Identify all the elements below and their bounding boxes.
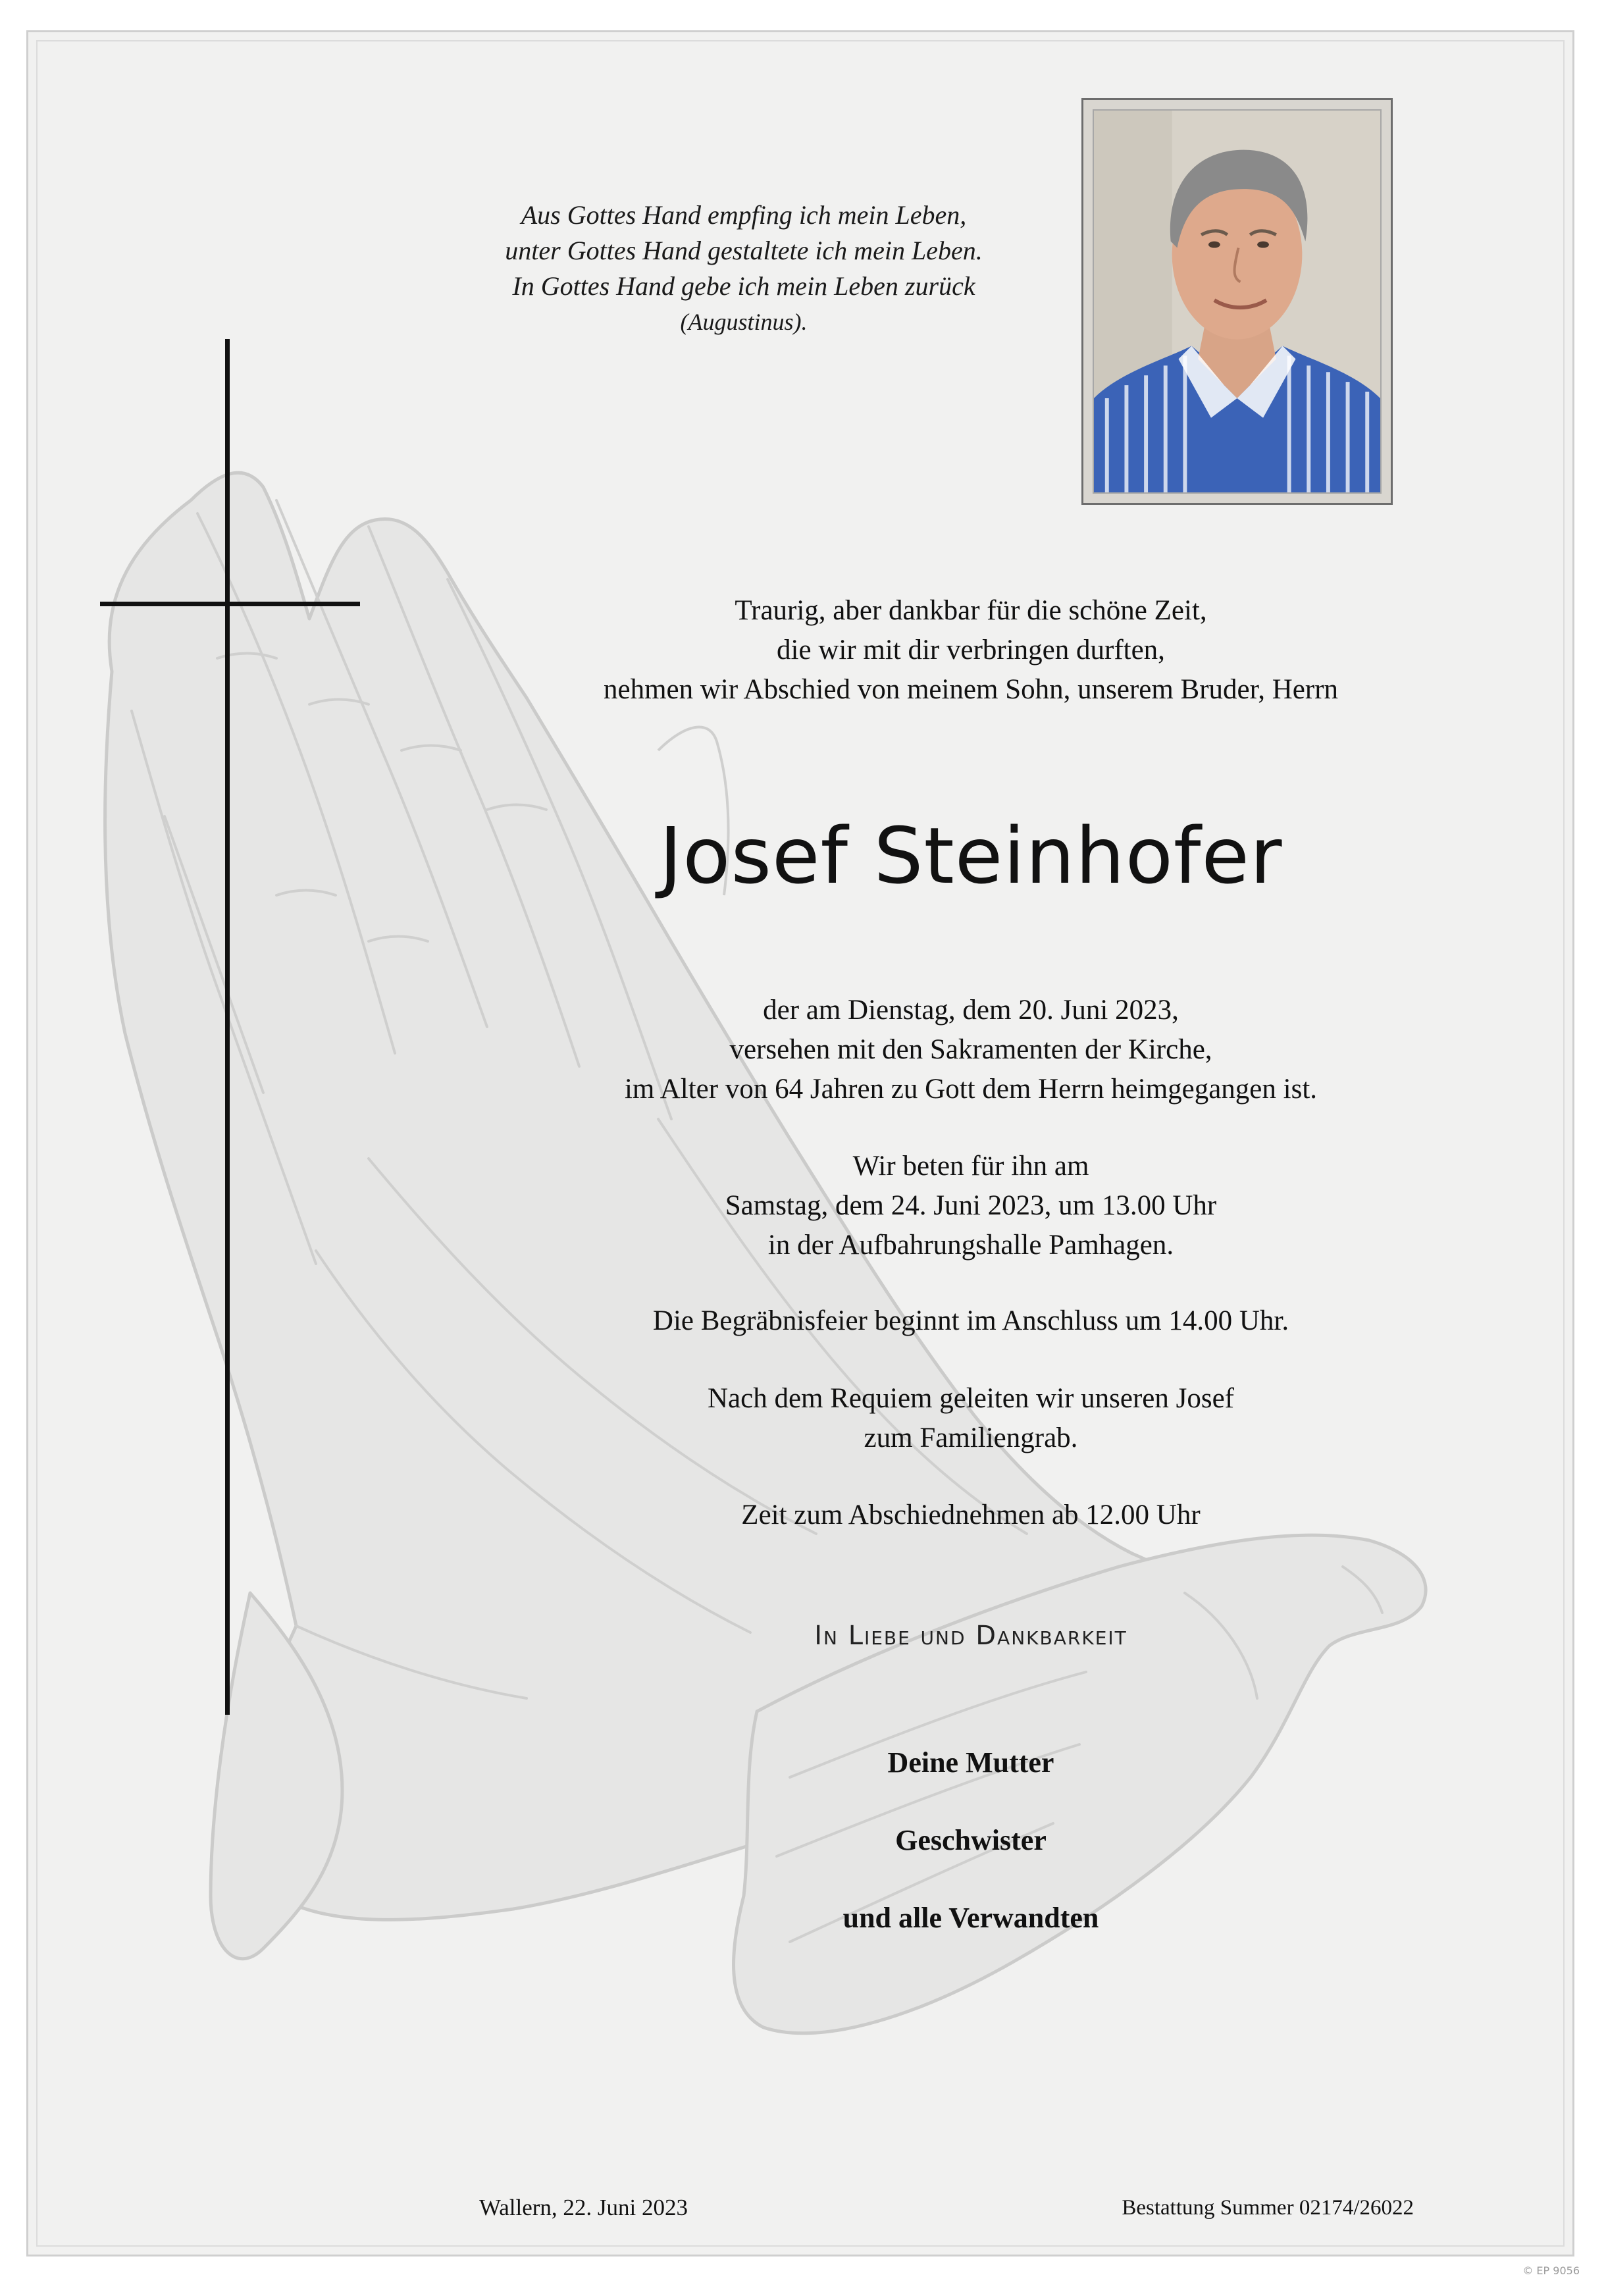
quote-line: unter Gottes Hand gestaltete ich mein Leben.	[505, 236, 983, 265]
cross-bar	[100, 602, 360, 606]
signer-relatives: und alle Verwandten	[842, 1902, 1099, 1934]
prayer-line: in der Aufbahrungshalle Pamhagen.	[767, 1230, 1174, 1261]
bible-quote	[421, 197, 1066, 340]
portrait-image	[1094, 111, 1380, 492]
death-notice-line: der am Dienstag, dem 20. Juni 2023,	[763, 995, 1179, 1026]
deceased-name: Josef Steinhofer	[659, 810, 1283, 901]
quote-source: (Augustinus).	[680, 309, 808, 335]
requiem-line: zum Familiengrab.	[864, 1422, 1078, 1453]
farewell-time	[500, 1496, 1441, 1535]
prayer-line: Samstag, dem 24. Juni 2023, um 13.00 Uhr	[725, 1190, 1217, 1221]
portrait-frame	[1081, 98, 1393, 505]
signer-siblings: Geschwister	[895, 1824, 1047, 1856]
requiem-info	[500, 1379, 1441, 1458]
intro-line: Traurig, aber dankbar für die schöne Zeit,	[735, 595, 1207, 626]
signer-mother: Deine Mutter	[887, 1746, 1054, 1779]
intro-text	[500, 591, 1441, 710]
intro-line: die wir mit dir verbringen durften,	[777, 635, 1165, 665]
death-notice-line: im Alter von 64 Jahren zu Gott dem Herrn heimgegangen ist.	[624, 1074, 1318, 1105]
death-notice	[500, 991, 1441, 1109]
print-code: © EP 9056	[1522, 2264, 1580, 2277]
death-notice-line: versehen mit den Sakramenten der Kirche,	[729, 1034, 1212, 1065]
quote-line: In Gottes Hand gebe ich mein Leben zurück	[512, 271, 975, 301]
prayer-info	[500, 1147, 1441, 1265]
quote-line: Aus Gottes Hand empfing ich mein Leben,	[521, 200, 967, 230]
cross-icon	[225, 339, 230, 1715]
funeral-line: Die Begräbnisfeier beginnt im Anschluss um 14.00 Uhr.	[652, 1305, 1289, 1336]
requiem-line: Nach dem Requiem geleiten wir unseren Josef	[707, 1383, 1234, 1414]
closing-phrase	[500, 1621, 1441, 1651]
farewell-line: Zeit zum Abschiednehmen ab 12.00 Uhr	[741, 1500, 1201, 1530]
prayer-line: Wir beten für ihn am	[852, 1151, 1089, 1182]
place-date: Wallern, 22. Juni 2023	[479, 2195, 688, 2220]
undertaker: Bestattung Summer 02174/26022	[1122, 2196, 1414, 2220]
closing-text: In Liebe und Dankbarkeit	[814, 1621, 1127, 1651]
funeral-info	[500, 1301, 1441, 1341]
intro-line: nehmen wir Abschied von meinem Sohn, unserem Bruder, Herrn	[603, 674, 1339, 705]
portrait-photo	[1093, 109, 1382, 494]
